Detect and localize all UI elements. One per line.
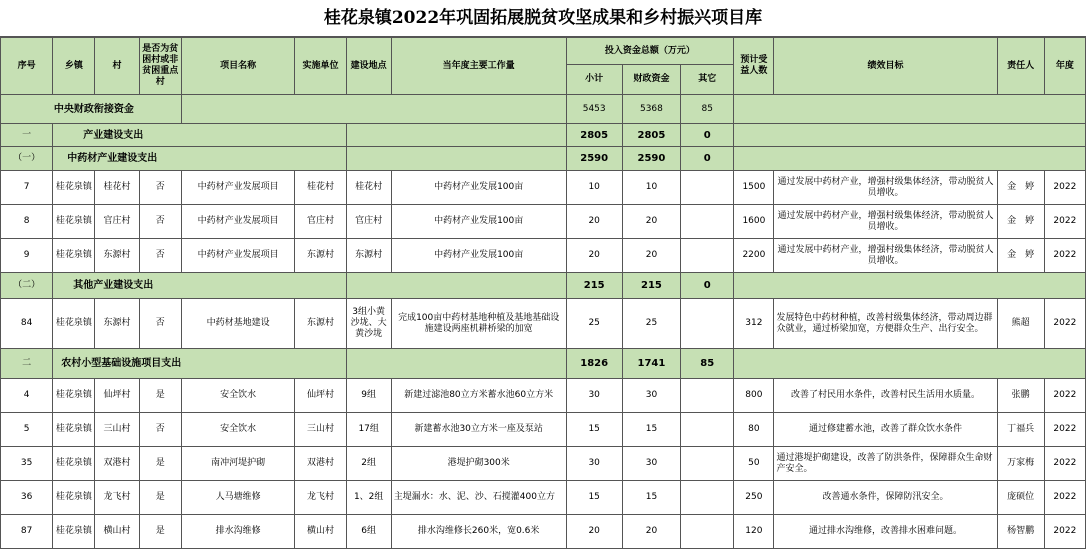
cell-poverty: 是 — [139, 379, 181, 413]
cell-performance: 通过发展中药材产业，增强村级集体经济，带动脱贫人员增收。 — [774, 171, 997, 205]
cell-village: 龙飞村 — [95, 481, 139, 515]
cell-responsible: 万家梅 — [997, 447, 1044, 481]
cell-subtotal: 15 — [566, 481, 622, 515]
table-row — [1, 239, 1086, 273]
summary-label: 中央财政衔接资金 — [1, 95, 182, 124]
sheet-title: 桂花泉镇2022年巩固拓展脱贫攻坚成果和乡村振兴项目库 — [0, 0, 1086, 37]
cell-other — [681, 413, 734, 447]
cell-responsible: 金 婷 — [997, 239, 1044, 273]
cell-implementer: 东源村 — [295, 239, 346, 273]
summary-other: 0 — [681, 273, 734, 299]
cell-poverty: 否 — [139, 205, 181, 239]
cell-performance: 改善通水条件，保障防汛安全。 — [774, 481, 997, 515]
header-workload: 当年度主要工作量 — [391, 38, 566, 95]
summary-label: 农村小型基础设施项目支出 — [53, 349, 346, 379]
cell-township: 桂花泉镇 — [53, 171, 95, 205]
header-project-name: 项目名称 — [181, 38, 295, 95]
cell-implementer: 东源村 — [295, 299, 346, 349]
summary-label: 其他产业建设支出 — [53, 273, 346, 299]
cell-seq: 8 — [1, 205, 53, 239]
cell-seq: 36 — [1, 481, 53, 515]
cell-fiscal: 20 — [622, 205, 680, 239]
cell-workload: 中药材产业发展100亩 — [391, 205, 566, 239]
cell-other — [681, 171, 734, 205]
table-row — [1, 515, 1086, 549]
cell-responsible: 熊超 — [997, 299, 1044, 349]
cell-beneficiaries: 250 — [734, 481, 774, 515]
cell-subtotal: 30 — [566, 447, 622, 481]
cell-other — [681, 481, 734, 515]
cell-beneficiaries: 50 — [734, 447, 774, 481]
cell-other — [681, 379, 734, 413]
summary-empty — [346, 349, 566, 379]
cell-implementer: 龙飞村 — [295, 481, 346, 515]
cell-subtotal: 30 — [566, 379, 622, 413]
header-row-1 — [1, 38, 1086, 65]
summary-fiscal: 1741 — [622, 349, 680, 379]
cell-responsible: 金 婷 — [997, 171, 1044, 205]
cell-year: 2022 — [1044, 379, 1085, 413]
cell-responsible: 丁福兵 — [997, 413, 1044, 447]
summary-other: 0 — [681, 147, 734, 171]
cell-township: 桂花泉镇 — [53, 413, 95, 447]
cell-poverty: 是 — [139, 447, 181, 481]
cell-subtotal: 20 — [566, 515, 622, 549]
cell-location: 9组 — [346, 379, 391, 413]
cell-township: 桂花泉镇 — [53, 379, 95, 413]
summary-other: 85 — [681, 95, 734, 124]
cell-performance: 通过修建蓄水池，改善了群众饮水条件 — [774, 413, 997, 447]
header-poverty-flag: 是否为贫困村或非贫困重点村 — [139, 38, 181, 95]
cell-year: 2022 — [1044, 481, 1085, 515]
cell-implementer: 双港村 — [295, 447, 346, 481]
cell-village: 东源村 — [95, 239, 139, 273]
summary-empty — [734, 349, 1086, 379]
cell-performance: 通过排水沟维修，改善排水困难问题。 — [774, 515, 997, 549]
cell-implementer: 横山村 — [295, 515, 346, 549]
cell-responsible: 金 婷 — [997, 205, 1044, 239]
summary-subtotal: 5453 — [566, 95, 622, 124]
header-implementer: 实施单位 — [295, 38, 346, 95]
table-row — [1, 205, 1086, 239]
summary-empty — [346, 147, 566, 171]
cell-project: 南冲河堤护砌 — [181, 447, 295, 481]
summary-num: 二 — [1, 349, 53, 379]
summary-fiscal: 215 — [622, 273, 680, 299]
cell-implementer: 官庄村 — [295, 205, 346, 239]
header-village: 村 — [95, 38, 139, 95]
cell-beneficiaries: 120 — [734, 515, 774, 549]
cell-location: 2组 — [346, 447, 391, 481]
summary-empty — [346, 124, 566, 147]
cell-other — [681, 239, 734, 273]
cell-township: 桂花泉镇 — [53, 239, 95, 273]
cell-workload: 主堤漏水：水、泥、沙、石搅灌400立方 — [391, 481, 566, 515]
cell-village: 双港村 — [95, 447, 139, 481]
cell-workload: 完成100亩中药材基地种植及基地基础设施建设两座机耕桥梁的加宽 — [391, 299, 566, 349]
cell-year: 2022 — [1044, 205, 1085, 239]
cell-performance: 通过发展中药材产业，增强村级集体经济，带动脱贫人员增收。 — [774, 205, 997, 239]
cell-location: 1、2组 — [346, 481, 391, 515]
cell-beneficiaries: 1600 — [734, 205, 774, 239]
cell-location: 6组 — [346, 515, 391, 549]
cell-poverty: 是 — [139, 515, 181, 549]
summary-label: 产业建设支出 — [53, 124, 346, 147]
cell-responsible: 庞硕位 — [997, 481, 1044, 515]
cell-project: 中药材产业发展项目 — [181, 171, 295, 205]
cell-workload: 中药材产业发展100亩 — [391, 239, 566, 273]
cell-subtotal: 20 — [566, 239, 622, 273]
cell-seq: 84 — [1, 299, 53, 349]
cell-location: 官庄村 — [346, 205, 391, 239]
cell-beneficiaries: 312 — [734, 299, 774, 349]
cell-township: 桂花泉镇 — [53, 481, 95, 515]
cell-workload: 新建过滤池80立方米蓄水池60立方米 — [391, 379, 566, 413]
cell-seq: 4 — [1, 379, 53, 413]
summary-empty — [734, 124, 1086, 147]
cell-project: 中药材基地建设 — [181, 299, 295, 349]
cell-poverty: 否 — [139, 299, 181, 349]
summary-subtotal: 1826 — [566, 349, 622, 379]
summary-other: 85 — [681, 349, 734, 379]
summary-label: 中药材产业建设支出 — [53, 147, 346, 171]
header-fiscal: 财政资金 — [622, 65, 680, 95]
cell-village: 横山村 — [95, 515, 139, 549]
cell-township: 桂花泉镇 — [53, 447, 95, 481]
summary-empty — [734, 273, 1086, 299]
summary-num: （二） — [1, 273, 53, 299]
cell-other — [681, 205, 734, 239]
cell-responsible: 张鹏 — [997, 379, 1044, 413]
summary-empty — [346, 273, 566, 299]
cell-village: 东源村 — [95, 299, 139, 349]
summary-row-cat2 — [1, 349, 1086, 379]
cell-seq: 87 — [1, 515, 53, 549]
cell-subtotal: 25 — [566, 299, 622, 349]
summary-empty — [734, 95, 1086, 124]
header-investment-total: 投入资金总额（万元） — [566, 38, 734, 65]
cell-location: 3组小黄沙垅、大黄沙垅 — [346, 299, 391, 349]
cell-other — [681, 299, 734, 349]
cell-subtotal: 15 — [566, 413, 622, 447]
summary-fiscal: 2805 — [622, 124, 680, 147]
cell-beneficiaries: 2200 — [734, 239, 774, 273]
cell-township: 桂花泉镇 — [53, 515, 95, 549]
summary-empty — [181, 95, 566, 124]
summary-subtotal: 215 — [566, 273, 622, 299]
summary-row-cat1-2 — [1, 273, 1086, 299]
cell-workload: 港堤护砌300米 — [391, 447, 566, 481]
header-township: 乡镇 — [53, 38, 95, 95]
cell-performance: 发展特色中药材种植，改善村级集体经济，带动周边群众就业，通过桥梁加宽，方便群众生产、出行安全。 — [774, 299, 997, 349]
cell-year: 2022 — [1044, 413, 1085, 447]
cell-subtotal: 10 — [566, 171, 622, 205]
cell-seq: 35 — [1, 447, 53, 481]
cell-fiscal: 10 — [622, 171, 680, 205]
cell-village: 官庄村 — [95, 205, 139, 239]
cell-seq: 9 — [1, 239, 53, 273]
cell-year: 2022 — [1044, 447, 1085, 481]
summary-row-cat1 — [1, 124, 1086, 147]
cell-other — [681, 515, 734, 549]
header-beneficiaries: 预计受益人数 — [734, 38, 774, 95]
table-row — [1, 379, 1086, 413]
cell-fiscal: 30 — [622, 447, 680, 481]
cell-fiscal: 15 — [622, 481, 680, 515]
cell-poverty: 否 — [139, 171, 181, 205]
cell-workload: 中药材产业发展100亩 — [391, 171, 566, 205]
summary-subtotal: 2590 — [566, 147, 622, 171]
cell-other — [681, 447, 734, 481]
cell-fiscal: 20 — [622, 239, 680, 273]
cell-implementer: 仙坪村 — [295, 379, 346, 413]
cell-fiscal: 25 — [622, 299, 680, 349]
cell-responsible: 杨智鹏 — [997, 515, 1044, 549]
cell-fiscal: 20 — [622, 515, 680, 549]
cell-project: 排水沟维修 — [181, 515, 295, 549]
summary-fiscal: 2590 — [622, 147, 680, 171]
project-table — [0, 37, 1086, 549]
header-responsible: 责任人 — [997, 38, 1044, 95]
summary-fiscal: 5368 — [622, 95, 680, 124]
cell-poverty: 否 — [139, 239, 181, 273]
header-subtotal: 小计 — [566, 65, 622, 95]
cell-seq: 7 — [1, 171, 53, 205]
cell-village: 仙坪村 — [95, 379, 139, 413]
table-row — [1, 447, 1086, 481]
cell-performance: 通过港堤护砌建设，改善了防洪条件，保障群众生命财产安全。 — [774, 447, 997, 481]
cell-year: 2022 — [1044, 299, 1085, 349]
cell-year: 2022 — [1044, 239, 1085, 273]
cell-project: 中药材产业发展项目 — [181, 205, 295, 239]
cell-project: 安全饮水 — [181, 379, 295, 413]
table-row — [1, 481, 1086, 515]
cell-performance: 通过发展中药材产业，增强村级集体经济，带动脱贫人员增收。 — [774, 239, 997, 273]
cell-implementer: 桂花村 — [295, 171, 346, 205]
cell-beneficiaries: 1500 — [734, 171, 774, 205]
cell-seq: 5 — [1, 413, 53, 447]
cell-location: 17组 — [346, 413, 391, 447]
cell-project: 中药材产业发展项目 — [181, 239, 295, 273]
summary-other: 0 — [681, 124, 734, 147]
cell-location: 桂花村 — [346, 171, 391, 205]
cell-year: 2022 — [1044, 515, 1085, 549]
header-other: 其它 — [681, 65, 734, 95]
summary-row-central — [1, 95, 1086, 124]
cell-project: 安全饮水 — [181, 413, 295, 447]
cell-performance: 改善了村民用水条件，改善村民生活用水质量。 — [774, 379, 997, 413]
cell-poverty: 否 — [139, 413, 181, 447]
table-row — [1, 299, 1086, 349]
cell-township: 桂花泉镇 — [53, 205, 95, 239]
summary-subtotal: 2805 — [566, 124, 622, 147]
cell-fiscal: 30 — [622, 379, 680, 413]
summary-empty — [734, 147, 1086, 171]
cell-township: 桂花泉镇 — [53, 299, 95, 349]
cell-year: 2022 — [1044, 171, 1085, 205]
cell-village: 三山村 — [95, 413, 139, 447]
cell-project: 人马塘维修 — [181, 481, 295, 515]
header-performance: 绩效目标 — [774, 38, 997, 95]
cell-village: 桂花村 — [95, 171, 139, 205]
header-location: 建设地点 — [346, 38, 391, 95]
header-seq: 序号 — [1, 38, 53, 95]
cell-workload: 排水沟维修长260米，宽0.6米 — [391, 515, 566, 549]
cell-poverty: 是 — [139, 481, 181, 515]
cell-beneficiaries: 80 — [734, 413, 774, 447]
table-row — [1, 413, 1086, 447]
cell-beneficiaries: 800 — [734, 379, 774, 413]
table-row — [1, 171, 1086, 205]
cell-workload: 新建蓄水池30立方米一座及泵站 — [391, 413, 566, 447]
cell-subtotal: 20 — [566, 205, 622, 239]
summary-num: （一） — [1, 147, 53, 171]
summary-num: 一 — [1, 124, 53, 147]
header-year: 年度 — [1044, 38, 1085, 95]
summary-row-cat1-1 — [1, 147, 1086, 171]
cell-fiscal: 15 — [622, 413, 680, 447]
cell-location: 东源村 — [346, 239, 391, 273]
cell-implementer: 三山村 — [295, 413, 346, 447]
